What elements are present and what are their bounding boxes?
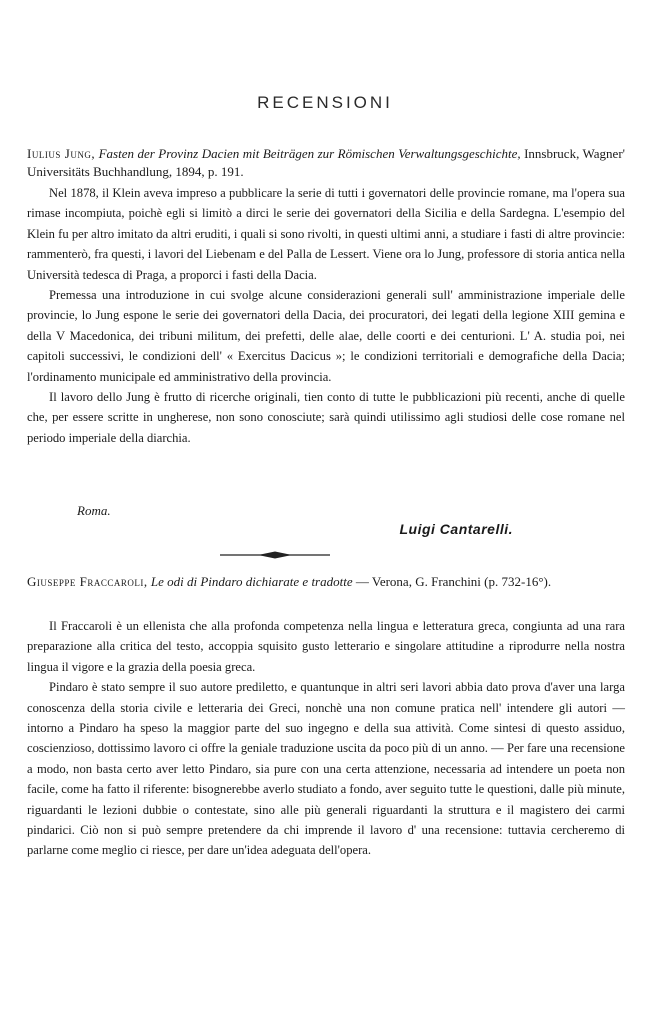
review1-work-title: Fasten der Provinz Dacien mit Beiträgen zur Römischen Verwaltungsgeschichte, — [98, 146, 521, 161]
review1-place: Roma. — [77, 503, 111, 518]
page-title: RECENSIONI — [257, 93, 393, 112]
review2-citation — [27, 573, 625, 591]
review2-work-title: Le odi di Pindaro dichiarate e tradotte — [150, 574, 353, 589]
section-divider — [220, 549, 330, 561]
review1-paragraph-2: Premessa una introduzione in cui svolge alcune considerazioni generali sull' amministrazione imperiale delle provincie, lo Jung espone le serie dei governatori della Dacia, dei procuratori, dei legati della legione XIII gemina e della V Macedonica, dei tribuni militum, dei prefetti, delle alae, delle coorti e dei centurioni. L' A. studia poi, nei capitoli successivi, le condizioni dell' « Exercitus Dacicus »; le condizioni territoriali e demografiche della Dacia; l'ordinamento municipale ed amministrativo della provincia. — [27, 288, 625, 384]
review1-author: Iulius Jung, — [27, 146, 96, 161]
review2-paragraph-2: Pindaro è stato sempre il suo autore prediletto, e quantunque in altri seri lavori abbia dato prova d'aver una larga conoscenza della storia civile e letteraria dei Greci, nonchè una non comune pratica nell' intendere gli autori — intorno a Pindaro ha speso la maggior parte del suo ingegno e della sua attività. Come sintesi di questo assiduo, coscienzioso, dottissimo lavoro ci offre la geniale traduzione uscita da poco più di un anno. — Per fare una recensione a modo, non basta certo aver letto Pindaro, sia pure con una certa attenzione, necessaria ad intendere un poeta non facile, come ha fatto il riferente: bisognerebbe averlo studiato a fondo, aver seguito tutte le questioni, dalle più minute, riguardanti le lezioni dubbie o contestate, sino alle più generali riguardanti la struttura e il magistero dei carmi pindarici. Ciò non si può sempre pretendere da chi imprende il lavoro d' una recensione: tuttavia cercheremo di parlarne come meglio ci riesce, per dare un'idea adeguata dell'opera. — [27, 680, 625, 858]
review2-paragraph-1: Il Fraccaroli è un ellenista che alla profonda competenza nella lingua e letteratura greca, congiunta ad una rara preparazione alla critica del testo, accoppia squisito gusto letterario e singolare attitudine a riprodurre nella nostra lingua il vigore e la grazia della poesia greca. — [27, 619, 625, 674]
review2-body — [27, 616, 625, 861]
review2-author: Giuseppe Fraccaroli, — [27, 574, 148, 589]
review1-publisher: Innsbruck, Wagner' Universitäts Buchhandlung, 1894, p. 191. — [27, 146, 626, 179]
review1-citation — [27, 145, 625, 181]
review1-paragraph-3: Il lavoro dello Jung è frutto di ricerche originali, tien conto di tutte le pubblicazioni più recenti, anche di quelle che, per essere scritte in ungherese, non sono conosciute; sarà quindi utilissimo agli studiosi delle cose romane nel periodo imperiale della diarchia. — [27, 390, 625, 445]
review2-publisher: — Verona, G. Franchini (p. 732-16°). — [355, 574, 552, 589]
review1-paragraph-1: Nel 1878, il Klein aveva impreso a pubblicare la serie di tutti i governatori delle provincie romane, ma l'opera sua rimase incompiuta, poichè egli si limitò a dirci le serie dei governatori della Sicilia e della Sardegna. L'esempio del Klein fu per altro imitato da altri eruditi, i quali si sono rivolti, in questi ultimi anni, a studiare i fasti di altre provincie: rammenterò, fra questi, i lavori del Liebenam e del Palla de Lessert. Viene ora lo Jung, professore di storia antica nella Università tedesca di Praga, a proporci i fasti della Dacia. — [27, 186, 625, 282]
review1-signature: Luigi Cantarelli. — [399, 521, 513, 537]
review1-body — [27, 183, 625, 448]
